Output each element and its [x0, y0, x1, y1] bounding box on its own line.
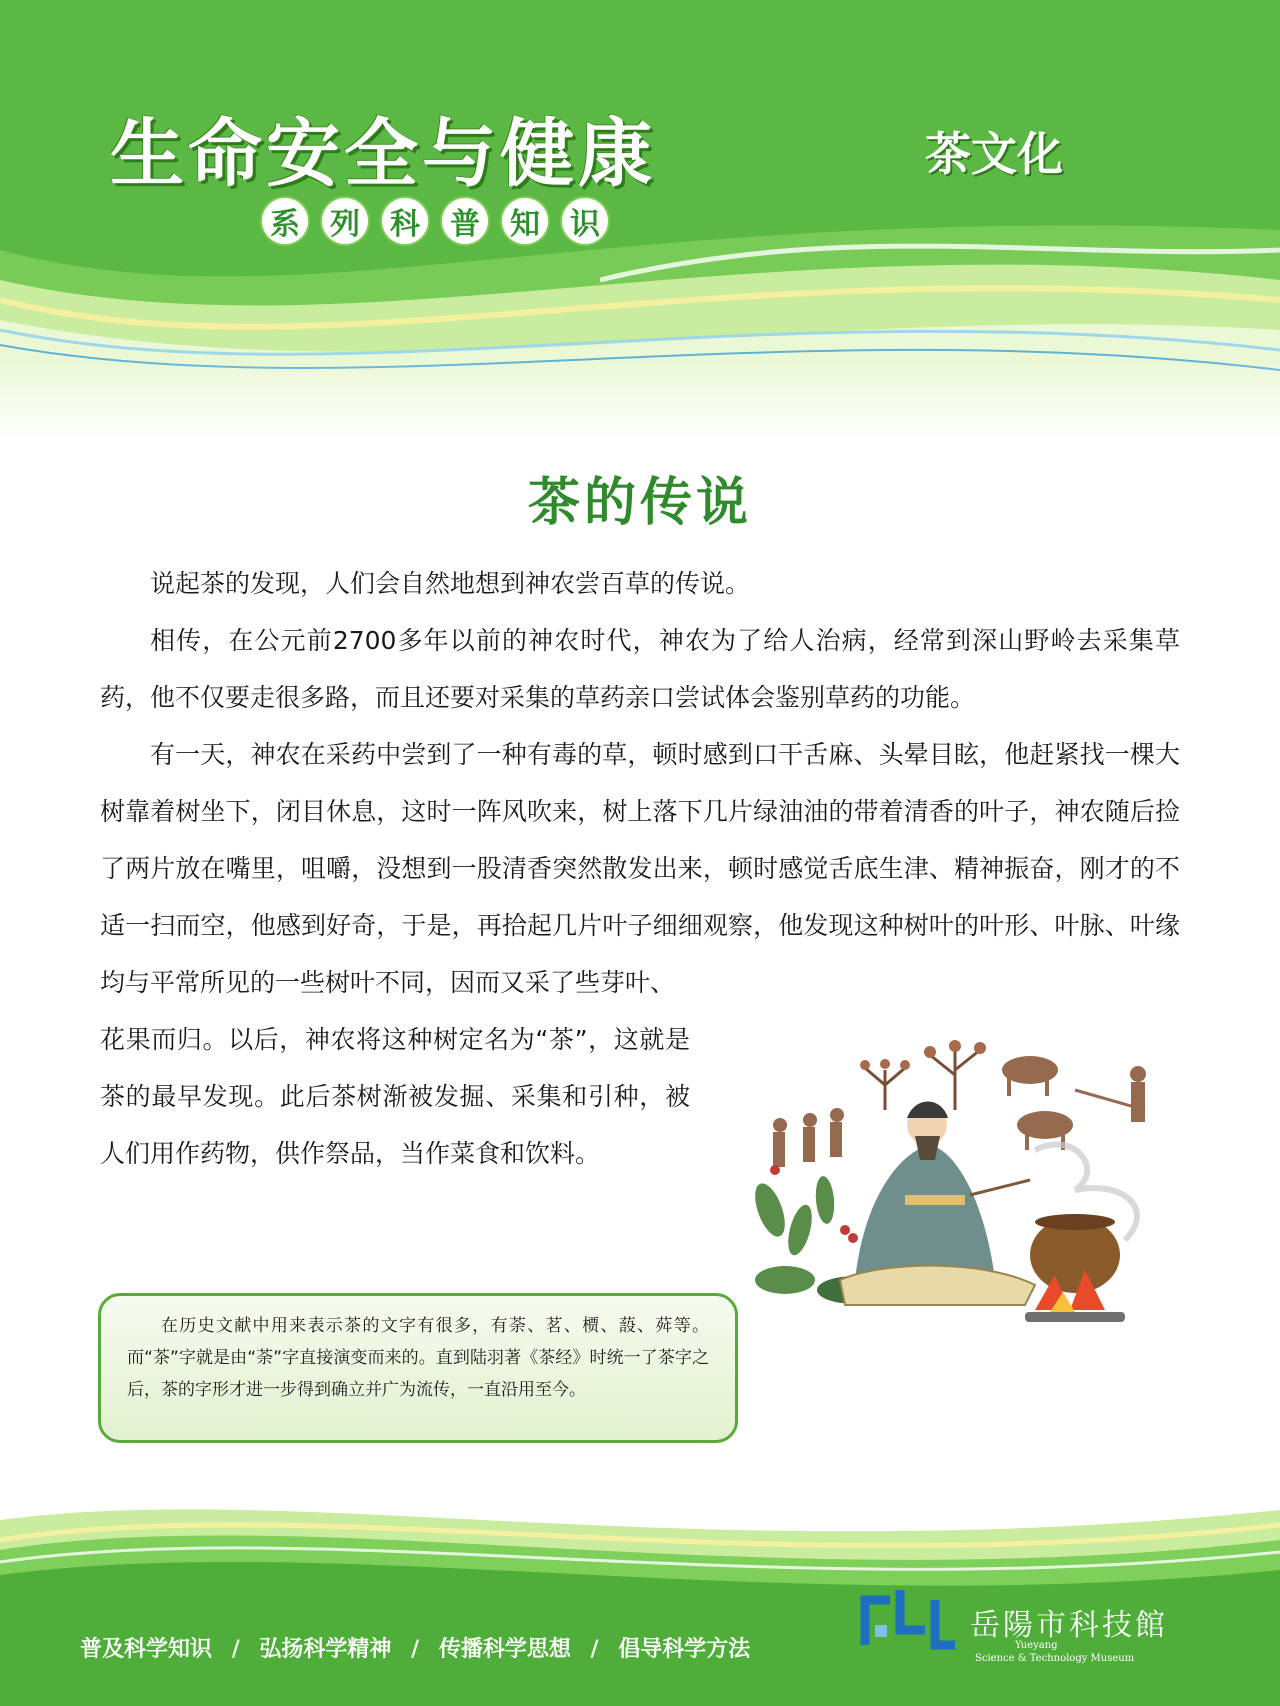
- trees: [865, 1050, 980, 1110]
- cooking-pot: [1025, 1214, 1125, 1322]
- slogan-3: 传播科学思想: [438, 1637, 571, 1662]
- shennong-illustration: [745, 1030, 1195, 1420]
- museum-name-en-line2: Science & Technology Museum: [975, 1653, 1135, 1664]
- museum-name: 岳陽市科技館: [970, 1608, 1168, 1643]
- footer-slogans: [80, 1632, 750, 1663]
- slogan-1: 普及科学知识: [80, 1637, 213, 1662]
- header-banner-background: [0, 0, 1280, 440]
- series-char: 知: [502, 198, 548, 244]
- slogan-separator: /: [411, 1637, 420, 1662]
- footer-banner-background: [0, 1480, 1280, 1706]
- series-char: 列: [322, 198, 368, 244]
- note-text: 在历史文献中用来表示茶的文字有很多，有荼、茗、槚、蔎、荈等。而“茶”字就是由“荼”字直接演变而来的。直到陆羽著《茶经》时统一了茶字之后，茶的字形才进一步得到确立并广为流传，一直沿用至今。: [127, 1316, 709, 1400]
- museum-name-en-line1: Yueyang: [1015, 1640, 1058, 1651]
- series-char: 普: [442, 198, 488, 244]
- series-char: 系: [262, 198, 308, 244]
- note-box: [98, 1293, 738, 1443]
- slogan-2: 弘扬科学精神: [259, 1637, 392, 1662]
- stirring-stick: [970, 1180, 1030, 1195]
- paragraph-4: 花果而归。以后，神农将这种树定名为“茶”，这就是茶的最早发现。此后茶树渐被发掘、采集和引种，被人们用作药物，供作祭品，当作菜食和饮料。: [100, 1025, 690, 1168]
- slogan-separator: /: [231, 1637, 240, 1662]
- museum-logo-icon: [860, 1585, 960, 1655]
- category-tag: 茶文化: [925, 127, 1063, 181]
- paragraph-2: 相传，在公元前2700多年以前的神农时代，神农为了给人治病，经常到深山野岭去采集草药，他不仅要走很多路，而且还要对采集的草药亲口尝试体会鉴别草药的功能。: [100, 626, 1180, 712]
- main-title: 生命安全与健康: [110, 111, 656, 197]
- series-char: 科: [382, 198, 428, 244]
- series-subtitle: [262, 198, 608, 244]
- paragraph-3: 有一天，神农在采药中尝到了一种有毒的草，顿时感到口干舌麻、头晕目眩，他赶紧找一棵大树靠着树坐下，闭目休息，这时一阵风吹来，树上落下几片绿油油的带着清香的叶子，神农随后捡了两片放在嘴里，咀嚼，没想到一股清香突然散发出来，顿时感觉舌底生津、精神振奋，刚才的不适一扫而空，他感到好奇，于是，再拾起几片叶子细细观察，他发现这种树叶的叶形、叶脉、叶缘均与平常所见的一些树叶不同，因而又采了些芽叶、: [100, 740, 1180, 997]
- paragraph-1: 说起茶的发现，人们会自然地想到神农尝百草的传说。: [150, 569, 751, 598]
- background-scene: [773, 1056, 1146, 1167]
- series-char: 识: [562, 198, 608, 244]
- tree-leaves: [860, 1040, 986, 1070]
- shennong-figure: [840, 1102, 1035, 1306]
- article-title: 茶的传说: [527, 473, 752, 533]
- slogan-4: 倡导科学方法: [618, 1637, 751, 1662]
- slogan-separator: /: [590, 1637, 599, 1662]
